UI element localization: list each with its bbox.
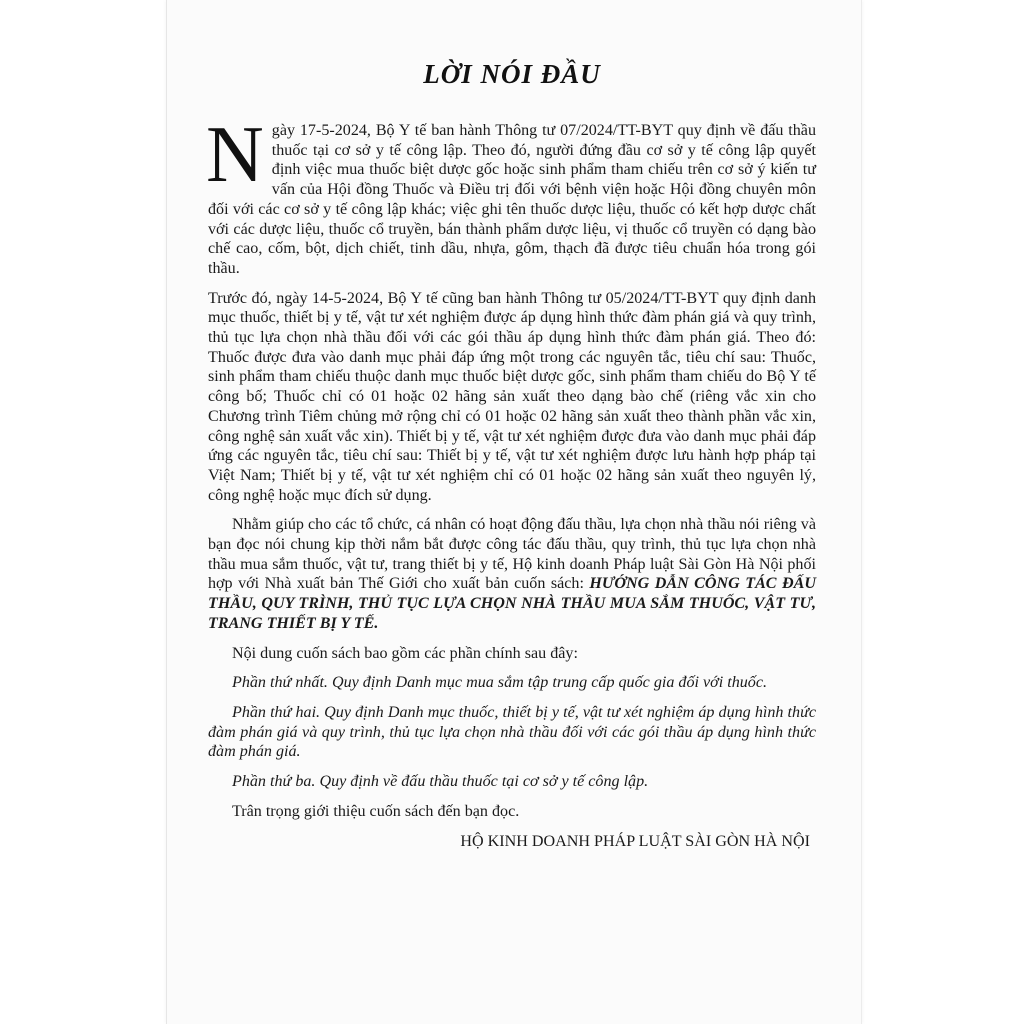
publisher-signature: HỘ KINH DOANH PHÁP LUẬT SÀI GÒN HÀ NỘI [460,832,810,850]
drop-cap: N [206,111,264,199]
paragraph-intro-text: gày 17-5-2024, Bộ Y tế ban hành Thông tư 07/2024/TT-BYT quy định về đấu thầu thuốc tại cơ sở y tế công lập. Theo đó, người đứng đầu cơ sở y tế công lập quyết định việc mua thuốc biệt dược gốc hoặc sinh phẩm tham chiếu trên cơ sở ý kiến tư vấn của Hội đồng Thuốc và Điều trị đối với bệnh viện hoặc Hội đồng chuyên môn đối với các cơ sở y tế công lập khác; việc ghi tên thuốc dược liệu, thuốc có kết hợp dược chất với các dược liệu, thuốc cổ truyền, bán thành phẩm dược liệu, vị thuốc cổ truyền có dạng bào chế cao, cốm, bột, dịch chiết, tinh dầu, nhựa, gôm, thạch đã được tiêu chuẩn hóa trong gói thầu. [208,122,816,277]
paragraph-intro [206,111,816,279]
part-two: Phần thứ hai. Quy định Danh mục thuốc, thiết bị y tế, vật tư xét nghiệm áp dụng hình thức đàm phán giá và quy trình, thủ tục lựa chọn nhà thầu đối với các gói thầu áp dụng hình thức đàm phán giá. [208,703,816,761]
paragraph-purpose-text: Nhằm giúp cho các tổ chức, cá nhân có hoạt động đấu thầu, lựa chọn nhà thầu nói riêng và bạn đọc nói chung kịp thời nắm bắt được công tác đấu thầu, quy trình, thủ tục lựa chọn nhà thầu mua sắm thuốc, vật tư, trang thiết bị y tế, Hộ kinh doanh Pháp luật Sài Gòn Hà Nội phối hợp với Nhà xuất bản Thế Giới cho xuất bản cuốn sách: [208,516,816,593]
part-three: Phần thứ ba. Quy định về đấu thầu thuốc tại cơ sở y tế công lập. [232,773,649,791]
book-title: HƯỚNG DẪN CÔNG TÁC ĐẤU THẦU, QUY TRÌNH, THỦ TỤC LỰA CHỌN NHÀ THẦU MUA SẮM THUỐC, VẬT TƯ, TRANG THIẾT BỊ Y TẾ. [208,575,816,632]
paragraph-purpose [208,515,816,633]
closing-line: Trân trọng giới thiệu cuốn sách đến bạn đọc. [232,802,520,820]
paragraph-circular-05 [208,289,816,506]
page-content [208,55,816,861]
paragraph-contents-intro: Nội dung cuốn sách bao gồm các phần chính sau đây: [232,644,578,662]
page-title: LỜI NÓI ĐẦU [423,59,601,89]
part-one: Phần thứ nhất. Quy định Danh mục mua sắm tập trung cấp quốc gia đối với thuốc. [232,674,767,692]
paragraph-circular-05-text: Trước đó, ngày 14-5-2024, Bộ Y tế cũng ban hành Thông tư 05/2024/TT-BYT quy định danh mục thuốc, thiết bị y tế, vật tư xét nghiệm được áp dụng hình thức đàm phán giá và quy trình, thủ tục lựa chọn nhà thầu đối với các gói thầu áp dụng hình thức đàm phán giá. Theo đó: Thuốc được đưa vào danh mục phải đáp ứng một trong các nguyên tắc, tiêu chí sau: Thuốc, sinh phẩm tham chiếu thuộc danh mục thuốc biệt dược gốc, sinh phẩm tham chiếu do Bộ Y tế công bố; Thuốc chỉ có 01 hoặc 02 hãng sản xuất theo dạng bào chế (riêng vắc xin cho Chương trình Tiêm chủng mở rộng chỉ có 01 hoặc 02 hãng sản xuất theo thành phần vắc xin, công nghệ sản xuất vắc xin). Thiết bị y tế, vật tư xét nghiệm được đưa vào danh mục phải đáp ứng các nguyên tắc, tiêu chí sau: Thiết bị y tế, vật tư xét nghiệm được lưu hành hợp pháp tại Việt Nam; Thiết bị y tế, vật tư xét nghiệm chỉ có 01 hoặc 02 hãng sản xuất theo nguyên lý, công nghệ hoặc mục đích sử dụng. [208,289,816,504]
